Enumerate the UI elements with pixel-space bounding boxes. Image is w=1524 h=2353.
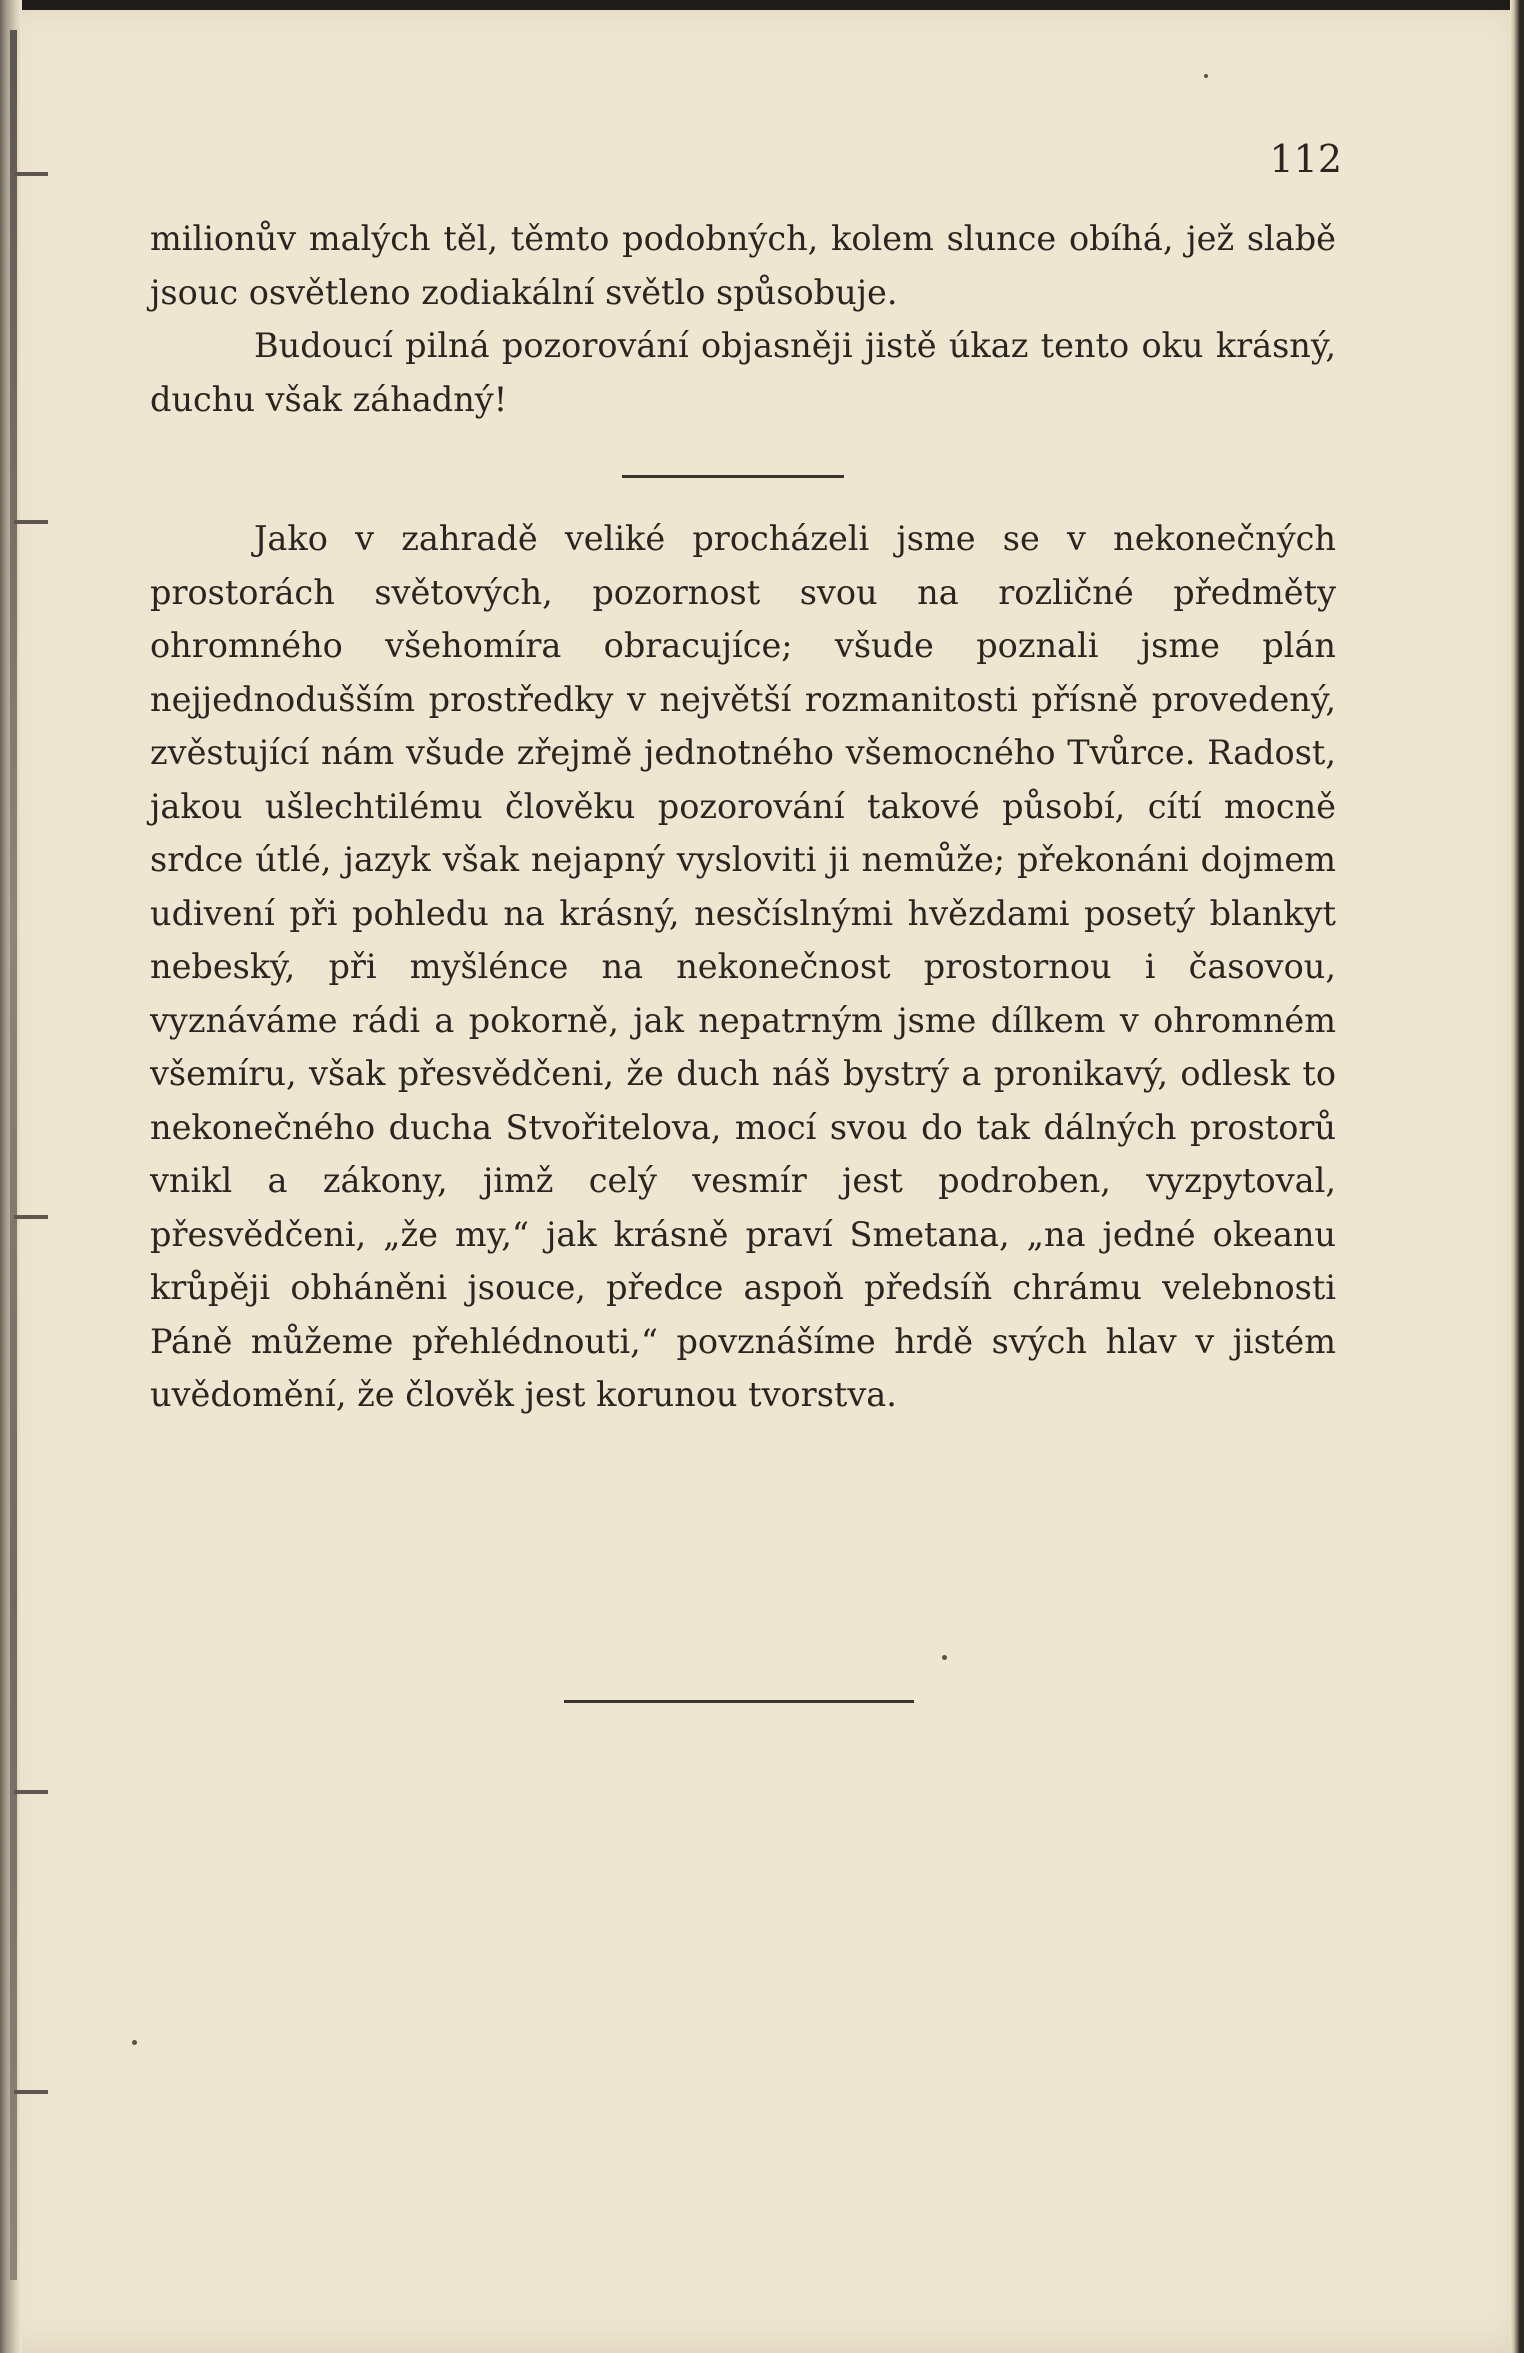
spine-tick [14, 172, 48, 176]
spine-tick [14, 2090, 48, 2094]
paragraph-continued-text: milionův malých těl, těmto podobných, kolem slunce obíhá, jež slabě jsouc osvětleno zodiakální světlo spůsobuje. [150, 219, 1336, 312]
paragraph-continued-closing: Budoucí pilná pozorování objasněji jistě úkaz tento oku krásný, duchu však záhadný! [150, 326, 1336, 419]
end-divider [564, 1700, 914, 1703]
page-top-edge [0, 0, 1524, 10]
page-spine-shadow [0, 0, 22, 2353]
page-right-edge [1510, 0, 1524, 2353]
section-divider [622, 475, 844, 478]
paper-speck [132, 2040, 137, 2045]
paper-speck [942, 1655, 947, 1660]
paragraph-continued [150, 212, 1336, 426]
paragraph-main: Jako v zahradě veliké procházeli jsme se v nekonečných prostorách světových, pozornost svou na rozličné předměty ohromného všehomíra obracujíce; všude poznali jsme plán nejjednodušším prostředky v největší rozmanitosti přísně provedený, zvěstující nám všude zřejmě jednotného všemocného Tvůrce. Radost, jakou ušlechtilému člověku pozorování takové působí, cítí mocně srdce útlé, jazyk však nejapný vysloviti ji nemůže; překonáni dojmem udivení při pohledu na krásný, nesčíslnými hvězdami posetý blankyt nebeský, při myšlénce na nekonečnost prostornou i časovou, vyznáváme rádi a pokorně, jak nepatrným jsme dílkem v ohromném všemíru, však přesvědčeni, že duch náš bystrý a pronikavý, odlesk to nekonečného ducha Stvořitelova, mocí svou do tak dálných prostorů vnikl a zákony, jimž celý vesmír jest podroben, vyzpytoval, přesvědčeni, „že my,“ jak krásně praví Smetana, „na jedné okeanu krůpěji obháněni jsouce, předce aspoň předsíň chrámu velebnosti Páně můžeme přehlédnouti,“ povznášíme hrdě svých hlav v jistém uvědomění, že člověk jest korunou tvorstva. [150, 519, 1336, 1414]
paper-speck [1204, 74, 1208, 78]
spine-tick [14, 1215, 48, 1219]
page-number: 112 [1269, 137, 1342, 181]
spine-tick [14, 1790, 48, 1794]
spine-tick [14, 520, 48, 524]
spine-binding-line [10, 30, 17, 2280]
